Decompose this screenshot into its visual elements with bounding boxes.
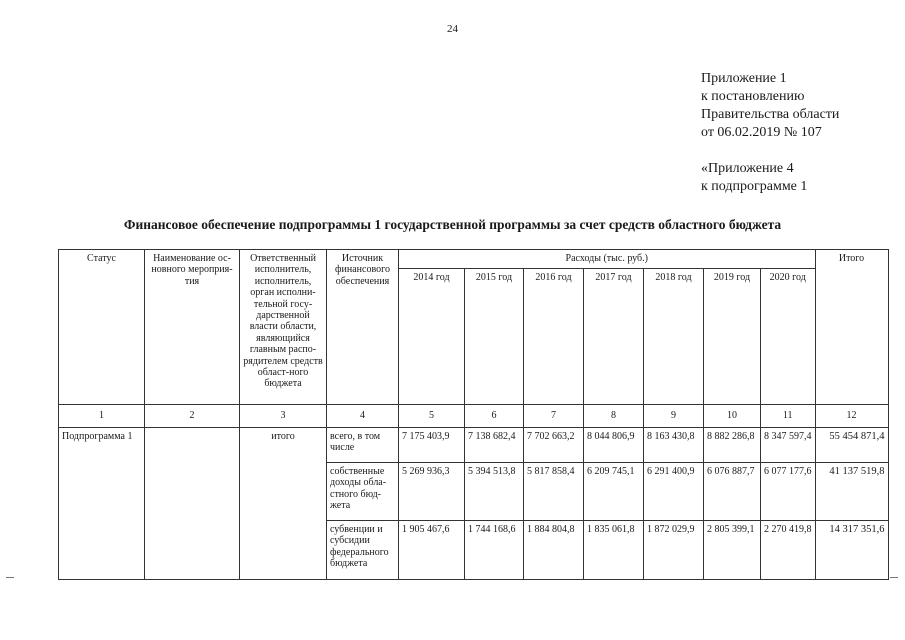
column-index: 6 xyxy=(465,405,524,428)
column-index: 5 xyxy=(399,405,465,428)
header-year: 2015 год xyxy=(465,269,524,405)
value-cell: 1 872 029,9 xyxy=(644,521,704,580)
page-number: 24 xyxy=(447,23,458,35)
executor-cell: итого xyxy=(240,428,327,580)
value-cell: 5 394 513,8 xyxy=(465,463,524,521)
scan-margin-mark xyxy=(890,577,898,578)
appendix-line: к постановлению xyxy=(701,89,805,104)
appendix-block xyxy=(701,70,839,196)
column-index: 1 xyxy=(59,405,145,428)
header-year: 2020 год xyxy=(761,269,816,405)
column-index: 3 xyxy=(240,405,327,428)
header-row xyxy=(59,250,889,269)
source-cell: собственные доходы обла-стного бюд-жета xyxy=(327,463,399,521)
column-index: 7 xyxy=(524,405,584,428)
value-cell: 2 270 419,8 xyxy=(761,521,816,580)
value-cell: 6 076 887,7 xyxy=(704,463,761,521)
column-index: 8 xyxy=(584,405,644,428)
value-cell: 1 884 804,8 xyxy=(524,521,584,580)
source-cell: всего, в том числе xyxy=(327,428,399,463)
financing-table xyxy=(58,249,889,580)
appendix-line: Правительства области xyxy=(701,107,840,122)
total-cell: 14 317 351,6 xyxy=(815,521,888,580)
value-cell: 7 175 403,9 xyxy=(399,428,465,463)
value-cell: 7 702 663,2 xyxy=(524,428,584,463)
scan-margin-mark xyxy=(6,577,14,578)
header-executor: Ответственный исполнитель, исполнитель, орган исполни-тельной госу-дарственной власти области, являющийся главным распо-рядителем средств област-ного бюджета xyxy=(240,250,327,405)
value-cell: 8 882 286,8 xyxy=(704,428,761,463)
header-year: 2017 год xyxy=(584,269,644,405)
source-cell: субвенции и субсидии федерального бюджета xyxy=(327,521,399,580)
column-index: 12 xyxy=(815,405,888,428)
activity-cell xyxy=(145,428,240,580)
header-status: Статус xyxy=(59,250,145,405)
header-activity: Наименование ос-новного мероприя-тия xyxy=(145,250,240,405)
status-cell: Подпрограмма 1 xyxy=(59,428,145,580)
index-row xyxy=(59,405,889,428)
header-year: 2018 год xyxy=(644,269,704,405)
appendix-line: Приложение 1 xyxy=(701,71,787,86)
column-index: 9 xyxy=(644,405,704,428)
header-year: 2019 год xyxy=(704,269,761,405)
value-cell: 7 138 682,4 xyxy=(465,428,524,463)
header-year: 2014 год xyxy=(399,269,465,405)
header-source: Источник финансового обеспечения xyxy=(327,250,399,405)
table-row xyxy=(59,428,889,463)
total-cell: 55 454 871,4 xyxy=(815,428,888,463)
value-cell: 8 044 806,9 xyxy=(584,428,644,463)
value-cell: 1 905 467,6 xyxy=(399,521,465,580)
column-index: 4 xyxy=(327,405,399,428)
header-expenses: Расходы (тыс. руб.) xyxy=(399,250,816,269)
appendix-line: от 06.02.2019 № 107 xyxy=(701,125,822,140)
value-cell: 6 291 400,9 xyxy=(644,463,704,521)
value-cell: 5 817 858,4 xyxy=(524,463,584,521)
value-cell: 2 805 399,1 xyxy=(704,521,761,580)
document-title: Финансовое обеспечение подпрограммы 1 государственной программы за счет средств областного бюджета xyxy=(123,217,782,232)
header-year: 2016 год xyxy=(524,269,584,405)
value-cell: 8 163 430,8 xyxy=(644,428,704,463)
value-cell: 1 744 168,6 xyxy=(465,521,524,580)
appendix-line: к подпрограмме 1 xyxy=(701,179,808,194)
value-cell: 5 269 936,3 xyxy=(399,463,465,521)
total-cell: 41 137 519,8 xyxy=(815,463,888,521)
appendix-line: «Приложение 4 xyxy=(701,161,794,176)
column-index: 11 xyxy=(761,405,816,428)
value-cell: 1 835 061,8 xyxy=(584,521,644,580)
value-cell: 6 209 745,1 xyxy=(584,463,644,521)
value-cell: 6 077 177,6 xyxy=(761,463,816,521)
header-total: Итого xyxy=(815,250,888,405)
value-cell: 8 347 597,4 xyxy=(761,428,816,463)
column-index: 2 xyxy=(145,405,240,428)
column-index: 10 xyxy=(704,405,761,428)
